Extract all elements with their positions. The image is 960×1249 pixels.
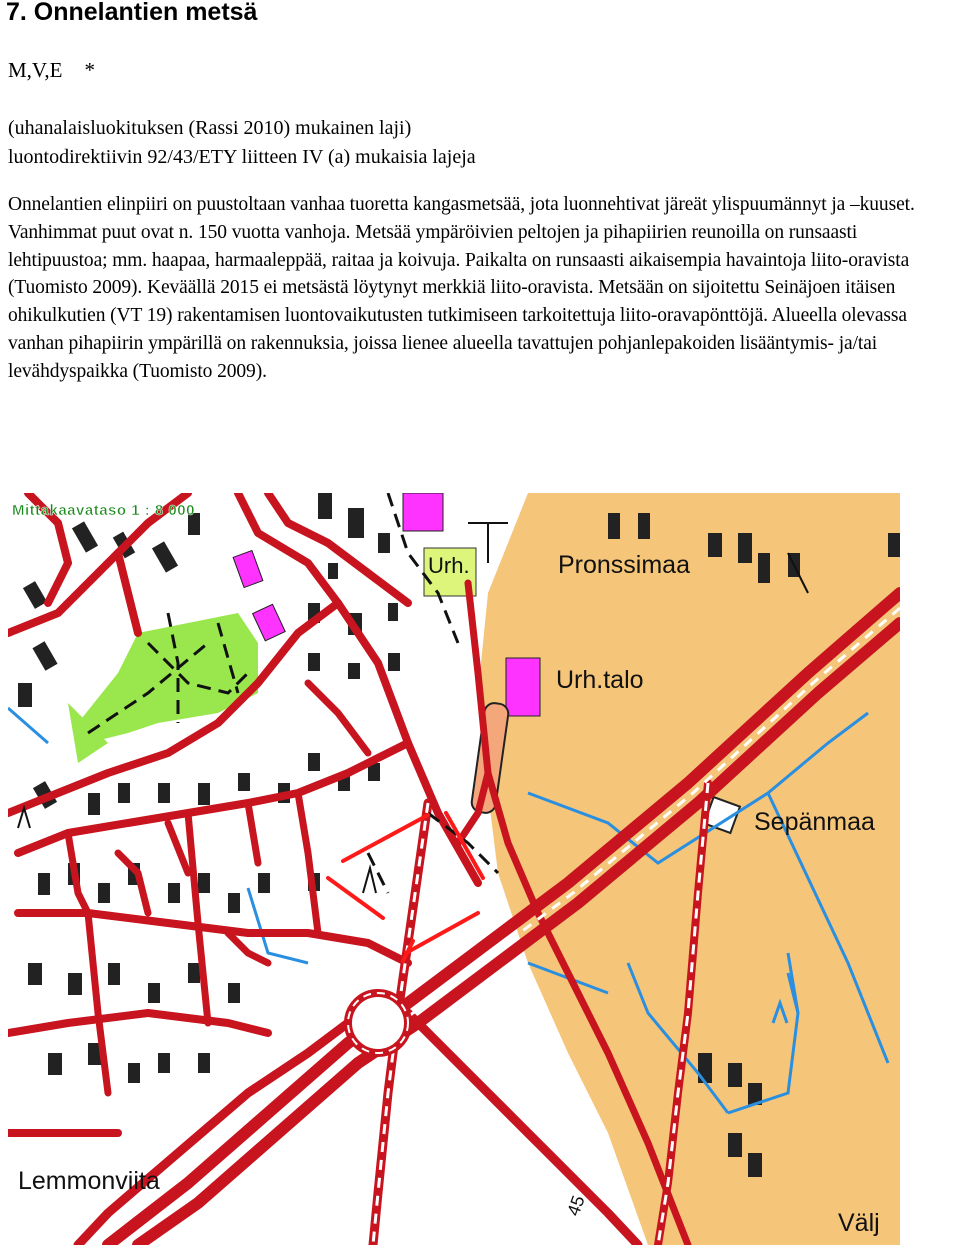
public-building — [506, 658, 540, 716]
label-road-number: 45 — [563, 1192, 589, 1219]
note-line-1: (uhanalaisluokituksen (Rassi 2010) mukainen laji) — [8, 117, 412, 139]
scale-label: Mittakaavataso 1 : 8 000 — [12, 502, 195, 519]
map-canvas — [8, 493, 900, 1245]
description-paragraph: Onnelantien elinpiiri on puustoltaan vanhaa tuoretta kangasmetsää, jota luonnehtivat järeät ylispuumännyt ja –kuuset. Vanhimmat puut ovat n. 150 vuotta vanhoja. Metsää ympäröivien peltojen ja pihapiirien reunoilla on runsaasti lehtipuustoa; mm. haapaa, harmaaleppää, raitaa ja koivuja. Paikalta on runsaasti aikaisempia havaintoja liito-oravista (Tuomisto 2009). Keväällä 2015 ei metsästä löytynyt merkkiä liito-oravista. Metsään on sijoitettu Seinäjoen itäisen ohikulkutien (VT 19) rakentamisen luontovaikutusten tutkimiseen tarkoitettuja liito-oravapönttöjä. Alueella olevassa vanhan pihapiirin ympärillä on rakennuksia, joissa lienee alueella tavattujen pohjanlepakoiden lisääntymis- ja/tai levähdyspaikka (Tuomisto 2009). — [8, 194, 915, 382]
page-title: 7. Onnelantien metsä — [6, 0, 258, 26]
species-note — [8, 114, 476, 172]
label-lemmonviita: Lemmonviita — [18, 1167, 160, 1195]
site-map — [8, 493, 900, 1245]
public-building — [233, 551, 263, 588]
label-pronssimaa: Pronssimaa — [558, 551, 690, 579]
category-codes — [8, 58, 95, 83]
label-urh: Urh. — [428, 553, 470, 578]
codes-mark: * — [84, 58, 95, 82]
label-valj: Välj — [838, 1209, 880, 1237]
note-line-2: luontodirektiivin 92/43/ETY liitteen IV (a) mukaisia lajeja — [8, 146, 476, 168]
public-building — [253, 604, 286, 640]
codes-text: M,V,E — [8, 58, 63, 82]
public-building — [403, 493, 443, 531]
field-area — [478, 493, 900, 1245]
label-sepanmaa: Sepänmaa — [754, 808, 875, 836]
label-urh-talo: Urh.talo — [556, 666, 644, 694]
